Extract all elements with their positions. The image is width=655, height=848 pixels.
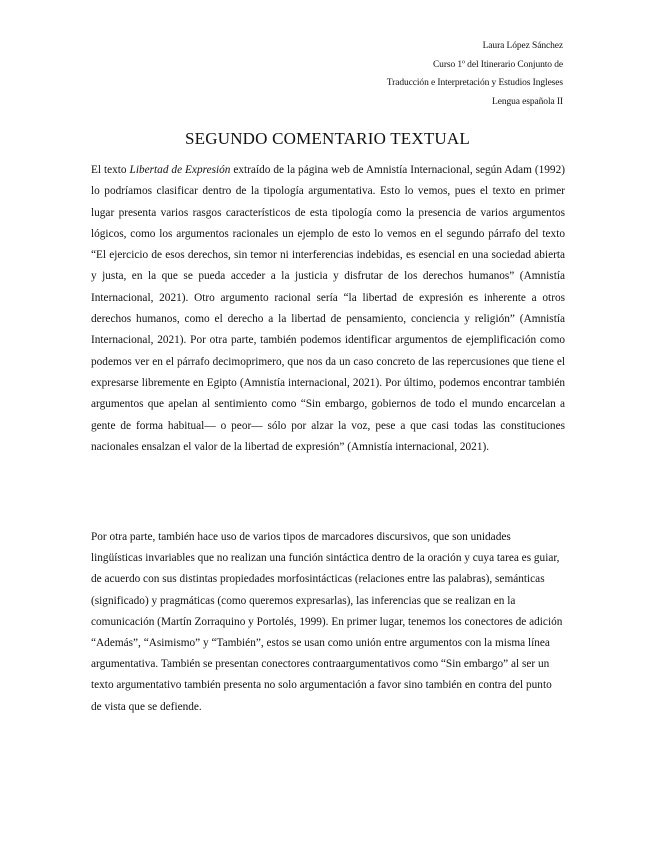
program-line: Traducción e Interpretación y Estudios Ingleses — [386, 78, 563, 89]
page-title: SEGUNDO COMENTARIO TEXTUAL — [185, 129, 470, 148]
document-header — [387, 37, 563, 111]
paragraph-2 — [91, 527, 565, 718]
paragraph-1-intro: El texto — [91, 164, 130, 176]
subject-line: Lengua española II — [492, 96, 563, 107]
paragraph-1-body: extraído de la página web de Amnistía Internacional, según Adam (1992) lo podríamos clasificar dentro de la tipología argumentativa. Esto lo vemos, pues el texto en primer lugar presenta varios rasgos característicos de esta tipología como la presencia de varios argumentos lógicos, como los argumentos racionales un ejemplo de esto lo vemos en el segundo párrafo del texto “El ejercicio de esos derechos, sin temor ni interferencias indebidas, es esencial en una sociedad abierta y justa, en la que se pueda acceder a la justicia y disfrutar de los derechos humanos” (Amnistía Internacional, 2021). Otro argumento racional sería “la libertad de expresión es inherente a otros derechos humanos, como el derecho a la libertad de pensamiento, conciencia y religión” (Amnistía Internacional, 2021). Por otra parte, también podemos identificar argumentos de ejemplificación como podemos ver en el párrafo decimoprimero, que nos da un caso concreto de las repercusiones que tiene el expresarse libremente en Egipto (Amnistía internacional, 2021). Por último, podemos encontrar también argumentos que apelan al sentimiento como “Sin embargo, gobiernos de todo el mundo encarcelan a gente de forma habitual— o peor— sólo por alzar la voz, pese a que casi todas las constituciones nacionales ensalzan el valor de la libertad de expresión” (Amnistía internacional, 2021). — [91, 164, 565, 453]
paragraph-1 — [91, 160, 565, 458]
paragraph-1-italic-title: Libertad de Expresión — [129, 164, 231, 176]
paragraph-2-text: Por otra parte, también hace uso de varios tipos de marcadores discursivos, que son unidades lingüísticas invariables que no realizan una función sintáctica dentro de la oración y cuya tarea es guiar, de acuerdo con sus distintas propiedades morfosintácticas (relaciones entre las palabras), semánticas (significado) y pragmáticas (como queremos expresarlas), las inferencias que se realizan en la comunicación (Martín Zorraquino y Portolés, 1999). En primer lugar, tenemos los conectores de adición “Además”, “Asimismo” y “También”, estos se usan como unión entre argumentos con la misma línea argumentativa. También se presentan conectores contraargumentativos como “Sin embargo” al ser un texto argumentativo también presenta no solo argumentación a favor sino también en contra del punto de vista que se defiende. — [91, 531, 563, 713]
course-line: Curso 1º del Itinerario Conjunto de — [432, 59, 563, 70]
author-name: Laura López Sánchez — [482, 41, 563, 51]
